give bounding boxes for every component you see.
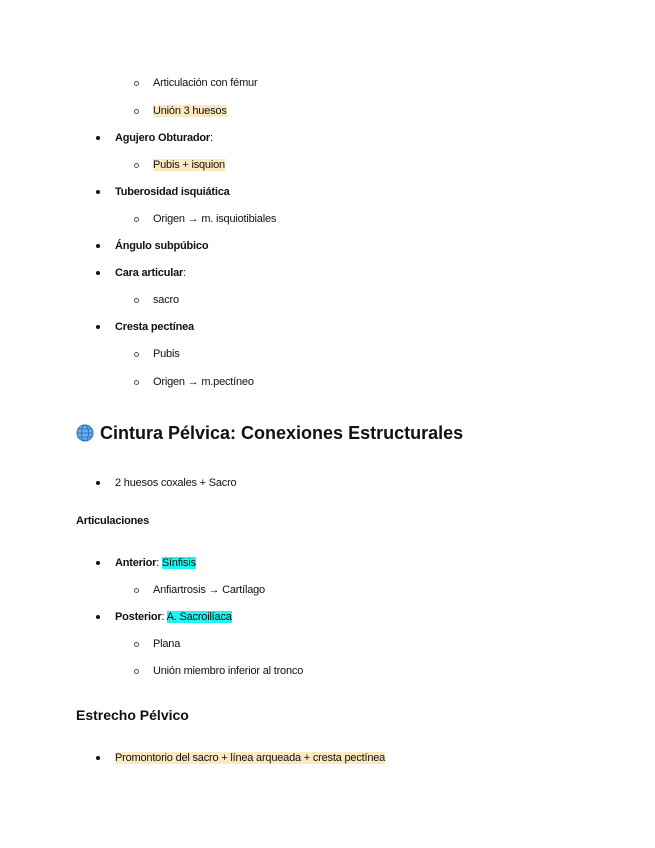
circle-bullet-icon bbox=[134, 664, 139, 678]
circle-bullet-icon bbox=[134, 76, 139, 90]
list-item: 2 huesos coxales + Sacro bbox=[115, 477, 237, 489]
circle-bullet-icon bbox=[134, 375, 139, 389]
list-item: Ángulo subpúbico bbox=[115, 240, 209, 252]
circle-bullet-icon bbox=[134, 104, 139, 118]
list-item: sacro bbox=[153, 294, 179, 306]
list-item: Plana bbox=[153, 638, 181, 650]
list-item: Anfiartrosis → Cartílago bbox=[153, 584, 265, 596]
circle-bullet-icon bbox=[134, 347, 139, 361]
disc-bullet-icon bbox=[96, 131, 100, 145]
list-item: Origen → m. isquiotibiales bbox=[153, 213, 277, 225]
disc-bullet-icon bbox=[96, 610, 100, 624]
list-item: Agujero Obturador: bbox=[115, 132, 213, 144]
list-item: Cara articular: bbox=[115, 267, 186, 279]
list-item: Pubis + isquion bbox=[153, 159, 225, 171]
circle-bullet-icon bbox=[134, 583, 139, 597]
subheading-articulaciones: Articulaciones bbox=[76, 515, 150, 527]
disc-bullet-icon bbox=[96, 239, 100, 253]
list-item: Cresta pectínea bbox=[115, 321, 194, 333]
disc-bullet-icon bbox=[96, 751, 100, 765]
disc-bullet-icon bbox=[96, 320, 100, 334]
list-item: Tuberosidad isquiática bbox=[115, 186, 230, 198]
disc-bullet-icon bbox=[96, 556, 100, 570]
list-item: Unión 3 huesos bbox=[153, 105, 227, 117]
disc-bullet-icon bbox=[96, 476, 100, 490]
list-item: Origen → m.pectíneo bbox=[153, 376, 254, 388]
circle-bullet-icon bbox=[134, 158, 139, 172]
list-item: Anterior: Sínfisis bbox=[115, 557, 196, 569]
circle-bullet-icon bbox=[134, 637, 139, 651]
circle-bullet-icon bbox=[134, 212, 139, 226]
list-item: Unión miembro inferior al tronco bbox=[153, 665, 304, 677]
disc-bullet-icon bbox=[96, 185, 100, 199]
disc-bullet-icon bbox=[96, 266, 100, 280]
section-heading: Cintura Pélvica: Conexiones Estructurales bbox=[76, 422, 463, 444]
list-item: Articulación con fémur bbox=[153, 77, 258, 89]
list-item: Pubis bbox=[153, 348, 180, 360]
list-item: Promontorio del sacro + línea arqueada + cresta pectínea bbox=[115, 752, 386, 764]
globe-icon bbox=[76, 424, 94, 442]
list-item: Posterior: A. Sacroilíaca bbox=[115, 611, 232, 623]
circle-bullet-icon bbox=[134, 293, 139, 307]
subheading-estrecho: Estrecho Pélvico bbox=[76, 707, 189, 723]
